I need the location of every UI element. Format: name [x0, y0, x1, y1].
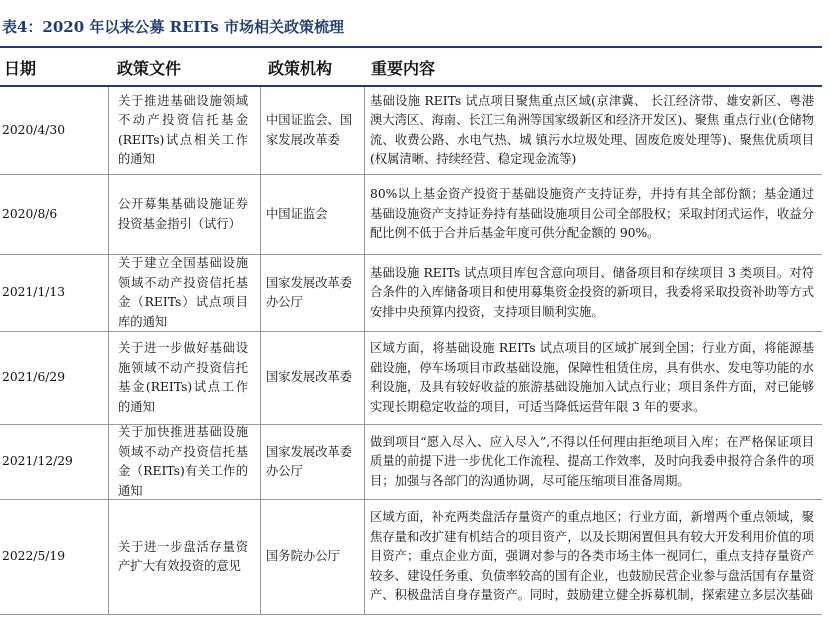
row-org: 国家发展改革委办公厅	[266, 275, 353, 309]
table-row	[0, 87, 822, 175]
row-doc: 公开募集基础设施证券投资基金指引（试行）	[118, 197, 248, 231]
table-row	[0, 255, 822, 332]
header-org: 政策机构	[268, 59, 333, 78]
table-row	[0, 175, 822, 255]
table-row	[0, 500, 822, 615]
row-date: 2020/8/6	[2, 206, 58, 221]
row-org: 中国证监会、国家发展改革委	[266, 113, 353, 147]
row-content: 基础设施 REITs 试点项目聚焦重点区域(京津冀、 长江经济带、雄安新区、粤港澳大湾区、海南、长江三角洲等国家级新区和经济开发区)、聚焦 重点行业(仓储物流、收费公路、水电气热、城 镇污水垃圾处理、固废危废处理等)、聚焦优质项目(权属清晰、持续经营、稳定现金流等)	[370, 93, 814, 166]
table-row	[0, 332, 822, 425]
row-doc: 关于进一步盘活存量资产扩大有效投资的意见	[118, 539, 248, 573]
row-org: 国家发展改革委	[266, 370, 353, 385]
row-date: 2021/12/29	[2, 454, 73, 469]
row-content: 区域方面，将基础设施 REITs 试点项目的区域扩展到全国；行业方面，将能源基础设施，停车场项目市政基础设施，保障性租赁住房，具有供水、发电等功能的水利设施，及具有较好收益的旅游基础设施加入试点行业；项目条件方面，对已能够实现长期稳定收益的项目，可适当降低运营年限 3 年的要求。	[370, 341, 814, 414]
row-date: 2021/1/13	[2, 285, 66, 300]
table-row	[0, 425, 822, 500]
row-org: 国家发展改革委办公厅	[266, 444, 353, 478]
row-org: 中国证监会	[266, 206, 328, 221]
row-org: 国务院办公厅	[266, 549, 340, 564]
table-caption: 表4：2020 年以来公募 REITs 市场相关政策梳理	[2, 18, 344, 36]
row-content: 基础设施 REITs 试点项目库包含意向项目、储备项目和存续项目 3 类项目。对符合条件的入库储备项目和使用募集资金投资的新项目，我委将采取投资补助等方式安排中央预算内投资，支持项目顺利实施。	[370, 265, 814, 319]
header-date: 日期	[4, 59, 37, 78]
row-date: 2022/5/19	[2, 549, 66, 564]
row-date: 2020/4/30	[2, 122, 66, 137]
row-content: 做到项目“愿入尽入、应入尽入”,不得以任何理由拒绝项目入库；在严格保证项目质量的前提下进一步优化工作流程、提高工作效率，及时向我委申报符合条件的项目；加强与各部门的沟通协调，尽可能压缩项目准备周期。	[370, 434, 814, 488]
row-content: 80%以上基金资产投资于基础设施资产支持证券，并持有其全部份额；基金通过基础设施资产支持证券持有基础设施项目公司全部股权；采取封闭式运作，收益分配比例不低于合并后基金年度可供分配金额的 90%。	[370, 187, 814, 241]
top-rule	[0, 46, 822, 48]
row-doc: 关于建立全国基础设施领域不动产投资信托基金（REITs）试点项目库的通知	[118, 256, 248, 329]
row-doc: 关于加快推进基础设施领域不动产投资信托基金（REITs)有关工作的通知	[118, 425, 248, 498]
row-doc: 关于推进基础设施领域不动产投资信托基金(REITs)试点相关工作的通知	[118, 93, 248, 166]
row-doc: 关于进一步做好基础设施领域不动产投资信托基金(REITs)试点工作的通知	[118, 341, 248, 414]
header-doc: 政策文件	[117, 59, 182, 78]
header-content: 重要内容	[371, 59, 436, 78]
row-date: 2021/6/29	[2, 370, 66, 385]
row-content: 区域方面，补充两类盘活存量资产的重点地区；行业方面，新增两个重点领域，聚焦存量和改扩建有机结合的项目资产，以及长期闲置但具有较大开发利用价值的项目资产；重点企业方面，强调对参与的各类市场主体一视同仁，重点支持存量资产较多、建设任务重、负债率较高的国有企业，也鼓励民营企业参与盘活国有存量资产、积极盘活自身存量资产。同时，鼓励建立健全拆募机制，探索建立多层次基础	[370, 510, 814, 603]
